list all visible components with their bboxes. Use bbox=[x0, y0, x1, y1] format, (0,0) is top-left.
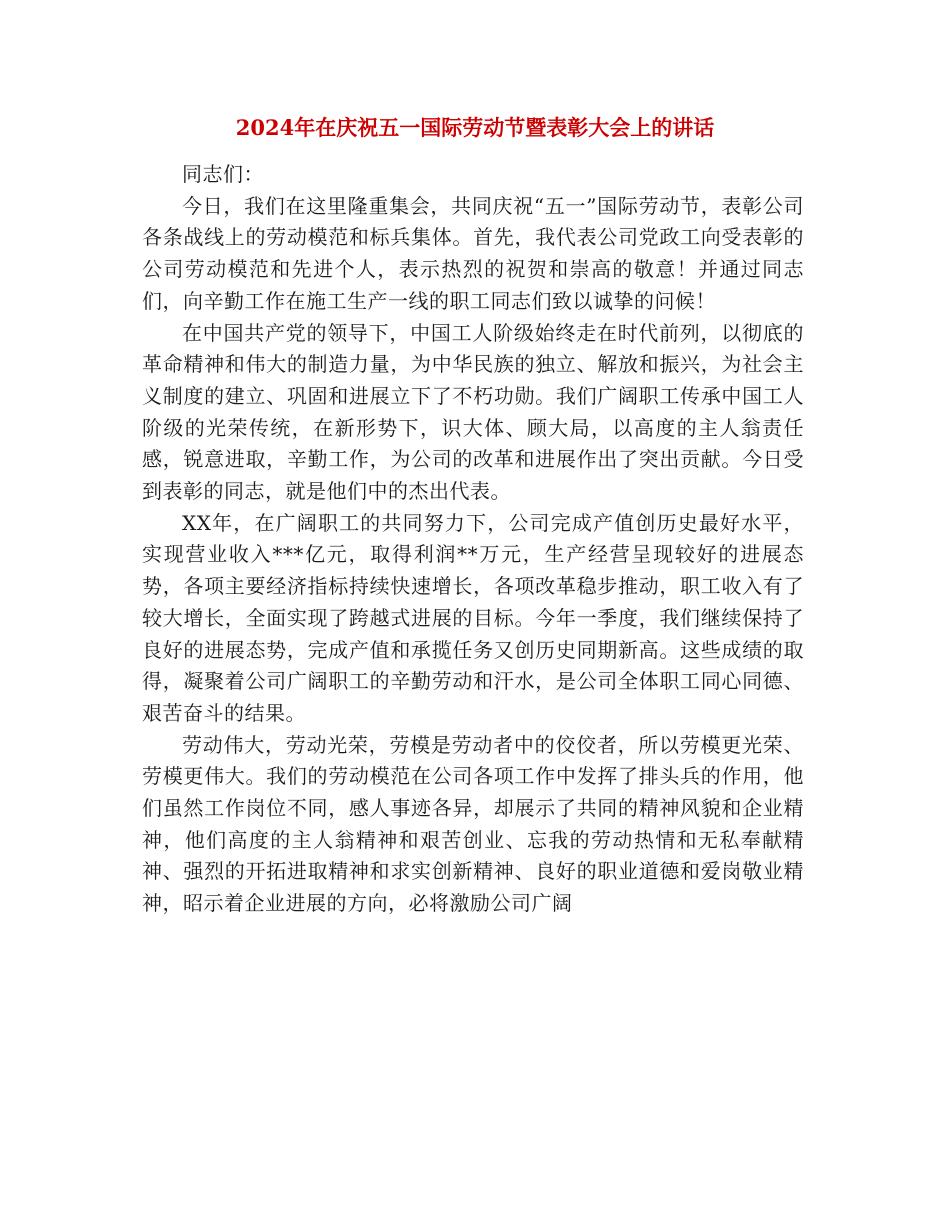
salutation: 同志们： bbox=[182, 162, 264, 186]
paragraph-4: 劳动伟大，劳动光荣，劳模是劳动者中的佼佼者，所以劳模更光荣、劳模更伟大。我们的劳动模范在公司各项工作中发挥了排头兵的作用，他们虽然工作岗位不同，感人事迹各异，却展示了共同的精神风貌和企业精神，他们高度的主人翁精神和艰苦创业、忘我的劳动热情和无私奉献精神、强烈的开拓进取精神和求实创新精神、良好的职业道德和爱岗敬业精神，昭示着企业进展的方向，必将激励公司广阔 bbox=[142, 732, 804, 916]
document-title: 2024年在庆祝五一国际劳动节暨表彰大会上的讲话 bbox=[235, 115, 715, 140]
paragraph-3: XX年，在广阔职工的共同努力下，公司完成产值创历史最好水平，实现营业收入***亿元，取得利润**万元，生产经营呈现较好的进展态势，各项主要经济指标持续快速增长，各项改革稳步推动，职工收入有了较大增长，全面实现了跨越式进展的目标。今年一季度，我们继续保持了良好的进展态势，完成产值和承揽任务又创历史同期新高。这些成绩的取得，凝聚着公司广阔职工的辛勤劳动和汗水，是公司全体职工同心同德、艰苦奋斗的结果。 bbox=[142, 510, 804, 725]
paragraph-1: 今日，我们在这里隆重集会，共同庆祝“五一”国际劳动节，表彰公司各条战线上的劳动模范和标兵集体。首先，我代表公司党政工向受表彰的公司劳动模范和先进个人，表示热烈的祝贺和崇高的敬意！并通过同志们，向辛勤工作在施工生产一线的职工同志们致以诚挚的问候！ bbox=[142, 193, 804, 313]
paragraph-2: 在中国共产党的领导下，中国工人阶级始终走在时代前列，以彻底的革命精神和伟大的制造力量，为中华民族的独立、解放和振兴，为社会主义制度的建立、巩固和进展立下了不朽功勋。我们广阔职工传承中国工人阶级的光荣传统，在新形势下，识大体、顾大局，以高度的主人翁责任感，锐意进取，辛勤工作，为公司的改革和进展作出了突出贡献。今日受到表彰的同志，就是他们中的杰出代表。 bbox=[142, 320, 804, 504]
document-body bbox=[142, 159, 804, 920]
